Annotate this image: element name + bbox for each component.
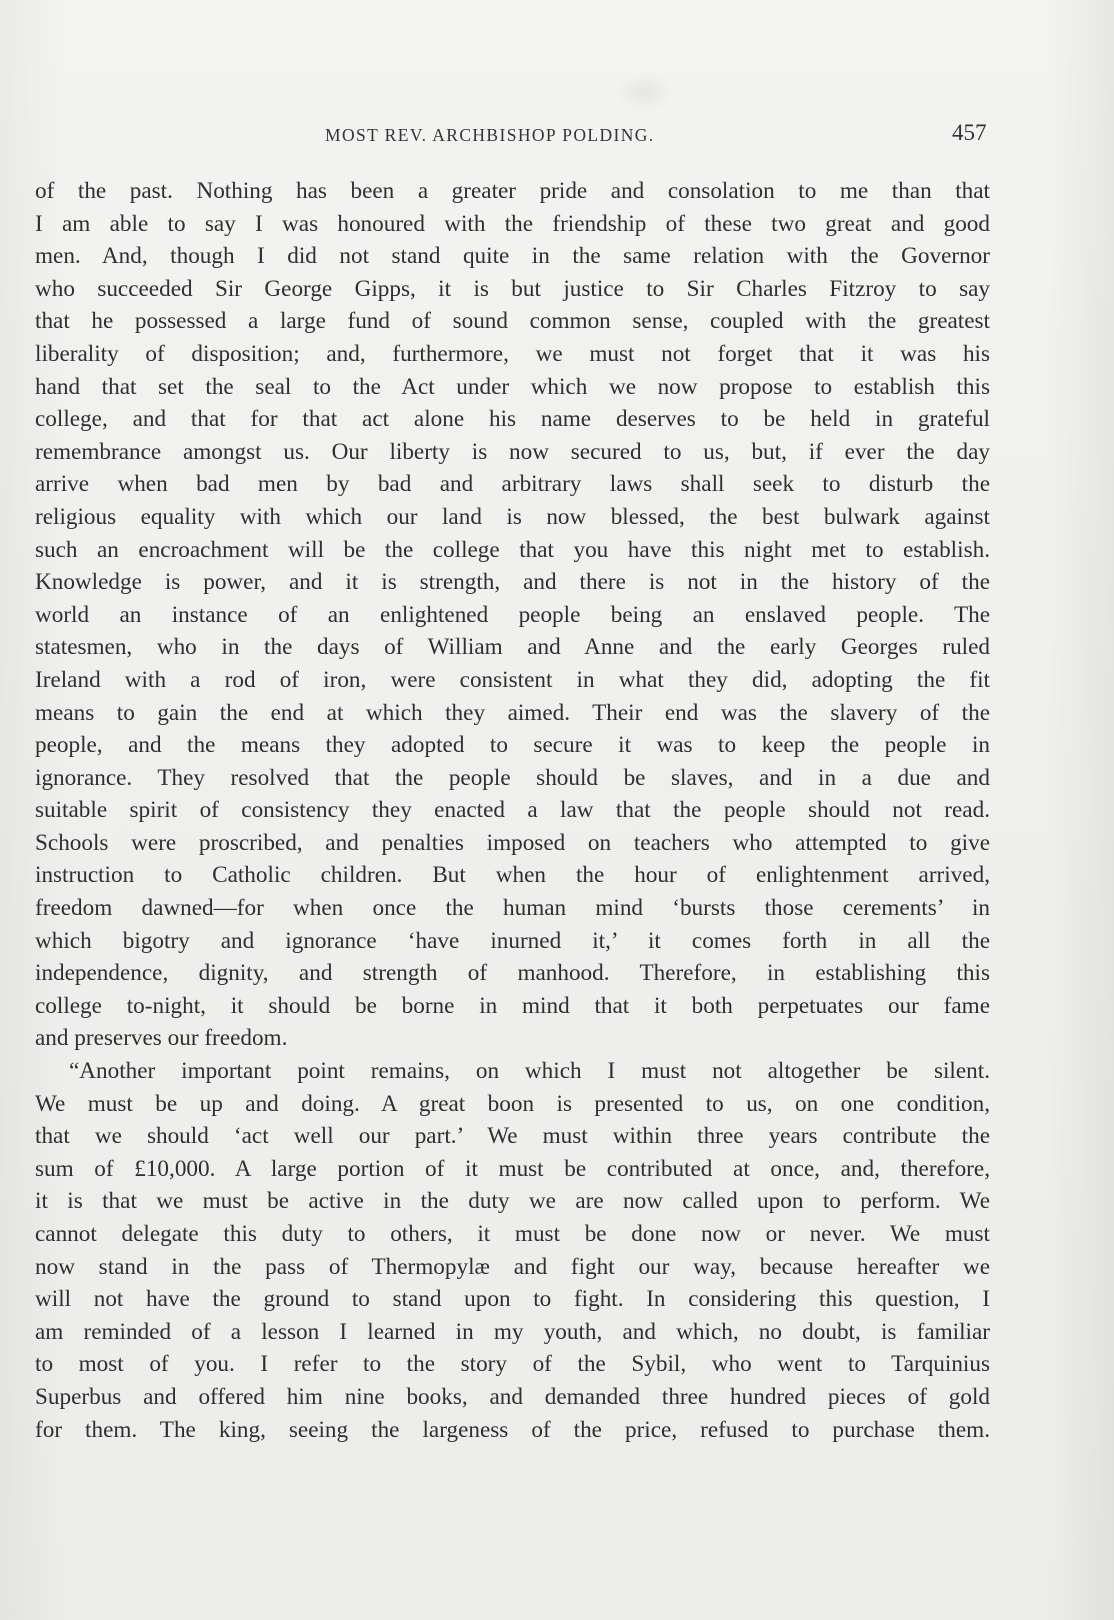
text-line: remembrance amongst us. Our liberty is now secured to us, but, if ever the day [35,438,990,465]
text-line: instruction to Catholic children. But when the hour of enlightenment arrived, [35,862,990,889]
text-line: means to gain the end at which they aimed. Their end was the slavery of the [35,699,990,726]
text-line: to most of you. I refer to the story of the Sybil, who went to Tarquinius [35,1351,990,1378]
paragraph-end-line: and preserves our freedom. [35,1025,288,1052]
text-line: college, and that for that act alone his name deserves to be held in grateful [35,406,990,433]
page-number: 457 [952,120,987,145]
text-line: religious equality with which our land is now blessed, the best bulwark against [35,503,990,530]
text-line: that we should ‘act well our part.’ We must within three years contribute the [35,1123,990,1150]
text-line: which bigotry and ignorance ‘have inurned it,’ it comes forth in all the [35,927,990,954]
text-line: suitable spirit of consistency they enacted a law that the people should not read. [35,797,990,824]
text-line: people, and the means they adopted to secure it was to keep the people in [35,732,990,759]
text-line: arrive when bad men by bad and arbitrary laws shall seek to disturb the [35,471,990,498]
text-line: Knowledge is power, and it is strength, and there is not in the history of the [35,569,990,596]
text-line: cannot delegate this duty to others, it must be done now or never. We must [35,1221,990,1247]
page-smudge [615,72,675,112]
text-line: ignorance. They resolved that the people should be slaves, and in a due and [35,764,990,791]
body-text [35,175,990,1446]
text-line: freedom dawned—for when once the human mind ‘bursts those cerements’ in [35,895,990,922]
running-title: MOST REV. ARCHBISHOP POLDING. [325,125,655,145]
text-line: hand that set the seal to the Act under which we now propose to establish this [35,373,990,400]
text-line: Ireland with a rod of iron, were consistent in what they did, adopting the fit [35,666,990,693]
text-line: We must be up and doing. A great boon is presented to us, on one condition, [35,1090,990,1117]
text-line: statesmen, who in the days of William and Anne and the early Georges ruled [35,634,990,661]
text-line: sum of £10,000. A large portion of it must be contributed at once, and, therefore, [35,1155,990,1182]
text-line: will not have the ground to stand upon to fight. In considering this question, I [35,1286,990,1313]
text-line: I am able to say I was honoured with the friendship of these two great and good [35,210,990,237]
text-line: am reminded of a lesson I learned in my youth, and which, no doubt, is familiar [35,1318,990,1345]
text-line: such an encroachment will be the college that you have this night met to establish. [35,536,990,563]
text-line: college to-night, it should be borne in mind that it both perpetuates our fame [35,992,990,1019]
text-line: of the past. Nothing has been a greater pride and consolation to me than that [35,178,990,204]
text-line: liberality of disposition; and, furthermore, we must not forget that it was his [35,340,990,367]
text-line: men. And, though I did not stand quite in the same relation with the Governor [35,243,990,270]
text-line: Superbus and offered him nine books, and demanded three hundred pieces of gold [35,1383,990,1410]
text-line: independence, dignity, and strength of manhood. Therefore, in establishing this [35,960,990,987]
text-line: world an instance of an enlightened people being an enslaved people. The [35,601,990,628]
text-line: who succeeded Sir George Gipps, it is but justice to Sir Charles Fitzroy to say [35,275,990,302]
text-line: now stand in the pass of Thermopylæ and fight our way, because hereafter we [35,1253,990,1280]
text-line: Schools were proscribed, and penalties imposed on teachers who attempted to give [35,829,990,856]
text-line: it is that we must be active in the duty we are now called upon to perform. We [35,1188,990,1215]
text-line: for them. The king, seeing the largeness of the price, refused to purchase them. [35,1416,990,1443]
text-line: that he possessed a large fund of sound common sense, coupled with the greatest [35,308,990,335]
paragraph-start-line: “Another important point remains, on which I must not altogether be silent. [69,1058,990,1085]
